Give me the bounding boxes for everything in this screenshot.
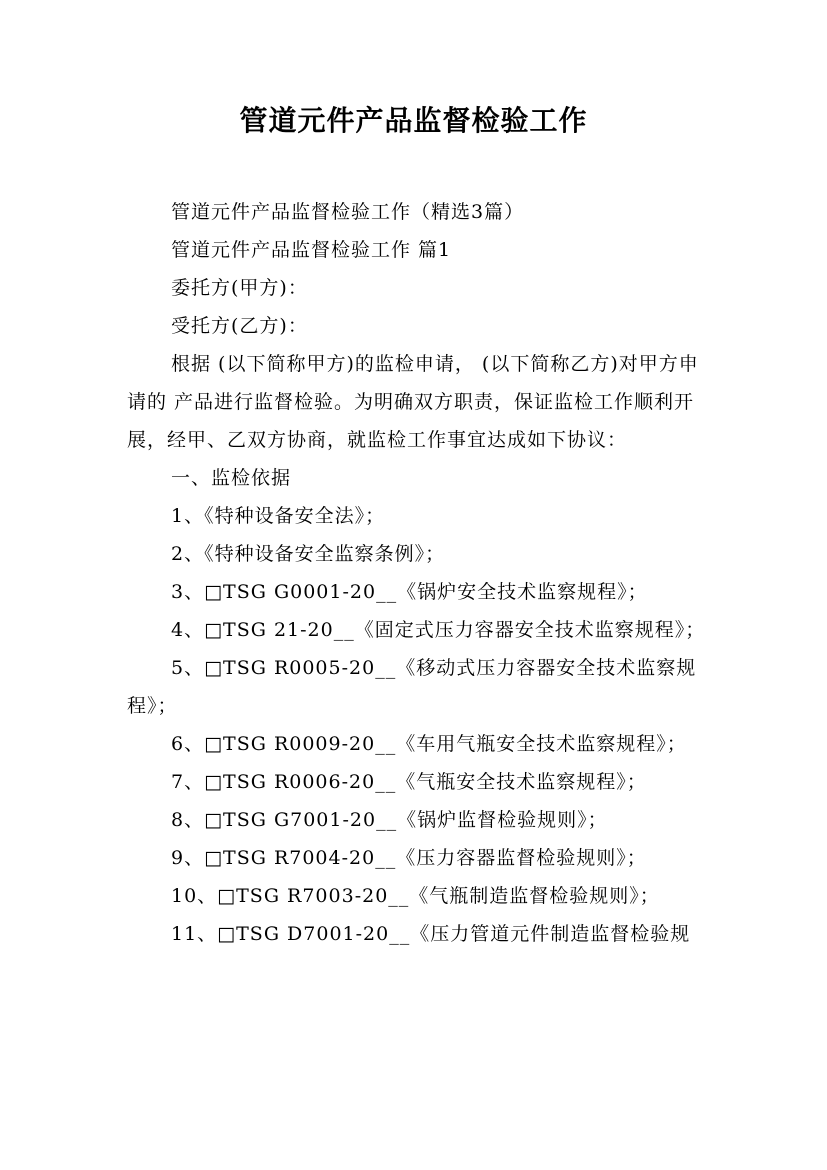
section-heading-basis: 一、监检依据: [171, 467, 292, 489]
paragraph-party-a: 委托方(甲方)：: [171, 277, 308, 299]
paragraph-heading-part1: 管道元件产品监督检验工作 篇1: [171, 239, 452, 261]
list-item: 7、□TSG R0006-20__《气瓶安全技术监察规程》；: [171, 771, 647, 793]
document-title: 管道元件产品监督检验工作: [239, 104, 588, 137]
list-item: 9、□TSG R7004-20__《压力容器监督检验规则》；: [171, 847, 647, 869]
list-item: 10、□TSG R7003-20__《气瓶制造监督检验规则》；: [171, 885, 660, 907]
list-item: 4、□TSG 21-20__《固定式压力容器安全技术监察规程》；: [171, 619, 706, 641]
list-item: 2、《特种设备安全监察条例》；: [171, 543, 446, 565]
list-item: 3、□TSG G0001-20__《锅炉安全技术监察规程》；: [171, 581, 648, 603]
document-body: [127, 193, 707, 953]
list-item: 5、□TSG R0005-20__《移动式压力容器安全技术监察规程》；: [127, 657, 697, 717]
list-item: 1、《特种设备安全法》；: [171, 505, 386, 527]
list-item: 11、□TSG D7001-20__《压力管道元件制造监督检验规: [171, 923, 691, 945]
list-item: 8、□TSG G7001-20__《锅炉监督检验规则》；: [171, 809, 608, 831]
paragraph-party-b: 受托方(乙方)：: [171, 315, 308, 337]
paragraph-intro: 根据 (以下简称甲方)的监检申请， (以下简称乙方)对甲方申请的 产品进行监督检验。为明确双方职责，保证监检工作顺利开展，经甲、乙双方协商，就监检工作事宜达成如下协议：: [127, 353, 699, 451]
list-item: 6、□TSG R0009-20__《车用气瓶安全技术监察规程》；: [171, 733, 687, 755]
paragraph-subtitle: 管道元件产品监督检验工作（精选3篇）: [171, 201, 525, 223]
